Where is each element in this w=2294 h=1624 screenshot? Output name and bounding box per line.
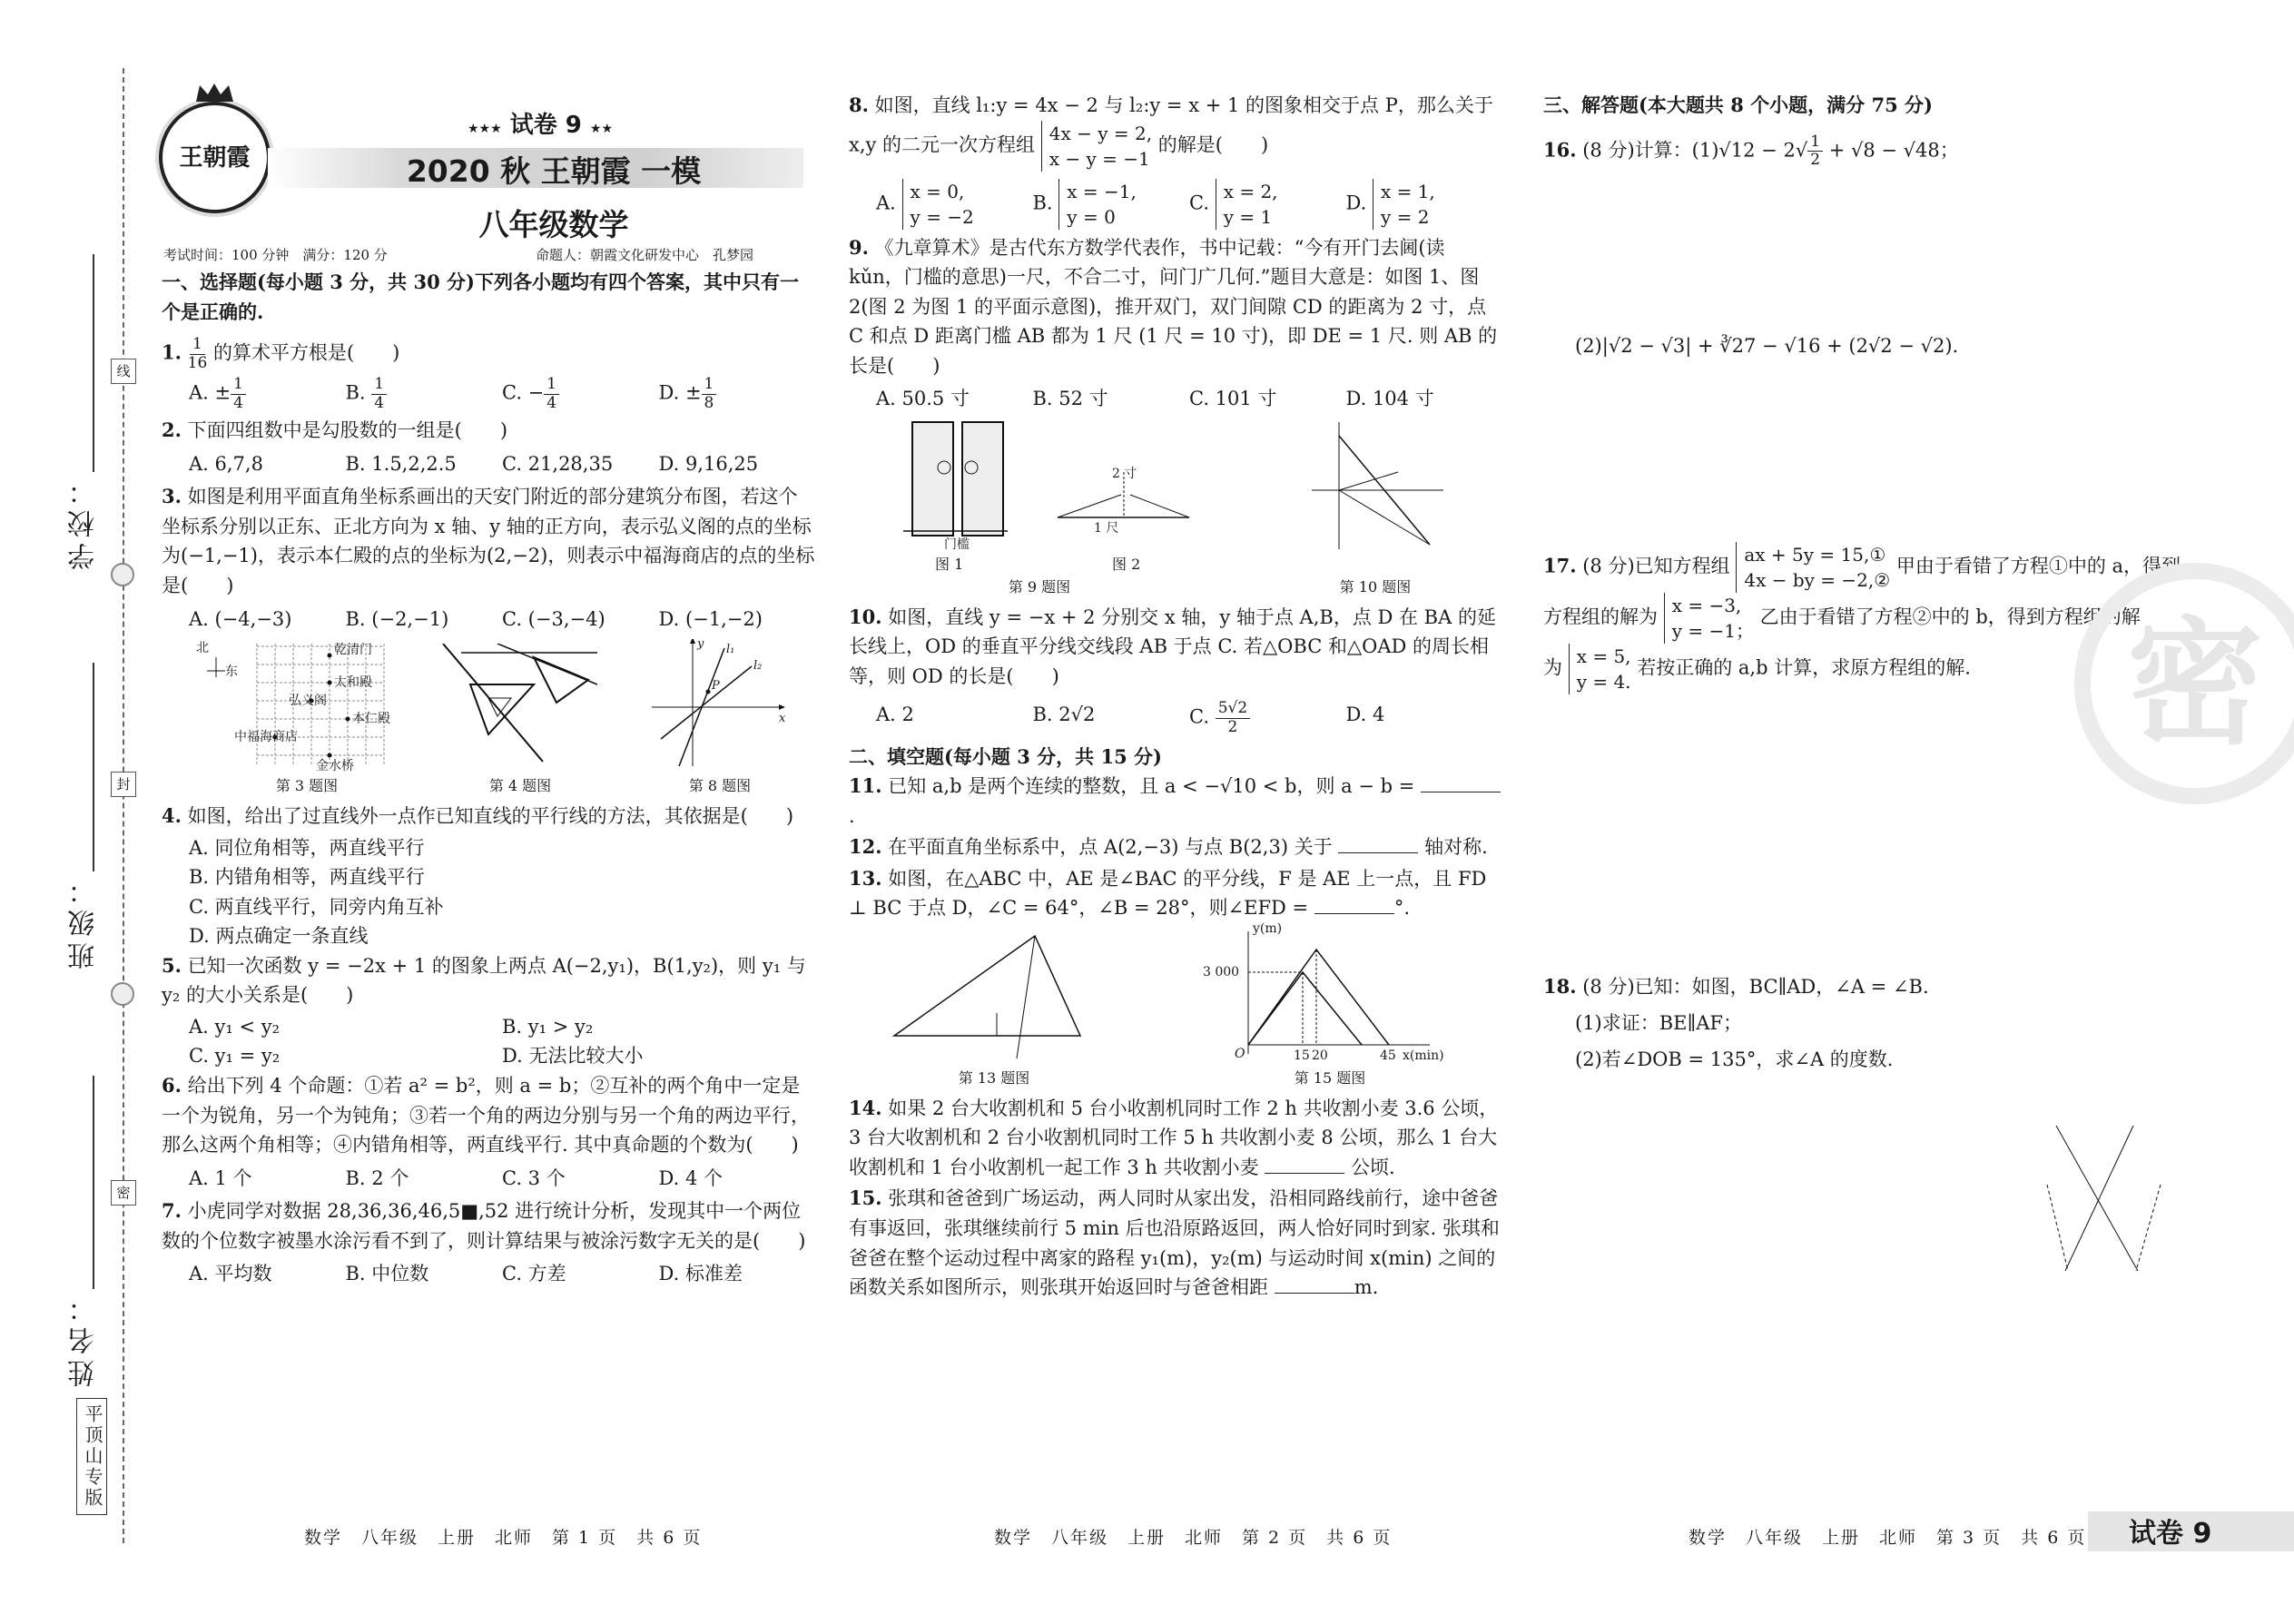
- distance-time-graph: [1212, 927, 1448, 1063]
- fraction: $\frac{1}{16}$: [187, 335, 208, 372]
- answer-blank[interactable]: [1314, 897, 1394, 914]
- option-c[interactable]: C. y₁ = y₂: [189, 1045, 281, 1068]
- option-d[interactable]: D. 104 寸: [1345, 388, 1434, 410]
- column-3: [1543, 91, 2197, 1080]
- figure-13-caption: 第 13 题图: [958, 1068, 1030, 1087]
- figure-4: [434, 644, 615, 795]
- origin-label: O: [1235, 1046, 1245, 1061]
- option-b[interactable]: B. 中位数: [345, 1263, 429, 1285]
- question-14: 14. 如果 2 台大收割机和 5 台小收割机同时工作 2 h 共收割小麦 3.6 公顷，3 台大收割机和 2 台小收割机同时工作 5 h 共收割小麦 8 公顷，那么 1 台大收割机和 1 台小收割机一起工作 3 h 共收割小麦 公顷.: [849, 1096, 1499, 1178]
- option-c[interactable]: C. 方差: [502, 1263, 566, 1285]
- line-graph-diagram: [652, 639, 788, 771]
- option-a[interactable]: A. 1 个: [189, 1166, 252, 1189]
- q6-options: [189, 1164, 815, 1194]
- figures-row-3: [849, 920, 1502, 1090]
- question-12: 12. 在平面直角坐标系中，点 A(2,−3) 与点 B(2,3) 关于 轴对称.: [849, 835, 1488, 859]
- q3-options: [189, 605, 815, 635]
- triangle-diagram: [885, 927, 1112, 1063]
- school-label: 学校：: [68, 472, 100, 570]
- option-a[interactable]: A. ± $\frac{1}{4}$: [189, 376, 346, 412]
- map-label: 乾清门: [334, 643, 372, 658]
- figures-row-2: [849, 418, 1502, 599]
- question-7: 7. 小虎同学对数据 28,36,36,46,5■,52 进行统计分析，发现其中一个两位数的个位数字被墨水涂污看不到了，则计算结果与被涂污数字无关的是( ): [162, 1199, 806, 1252]
- question-4: 4. 如图，给出了过直线外一点作已知直线的平行线的方法，其依据是( ): [162, 804, 794, 828]
- option-d[interactable]: D. 9,16,25: [658, 452, 759, 475]
- axis-x-label: x: [779, 712, 786, 726]
- edition-box: 平顶山专版: [76, 1398, 107, 1515]
- threshold-label: 门槛: [944, 536, 970, 552]
- option-c[interactable]: C. − $\frac{1}{4}$: [502, 376, 659, 412]
- question-10: 10. 如图，直线 y = −x + 2 分别交 x 轴，y 轴于点 A,B，点 D 在 BA 的延长线上，OD 的垂直平分线交线段 AB 于点 C. 若△OBC 和△OAD 的周长相等，则 OD 的长是( ): [849, 605, 1496, 687]
- seal-seal-mark: 封: [111, 772, 136, 797]
- binding-hole-1: [111, 563, 134, 586]
- point-p-label: P: [712, 679, 720, 694]
- option-a[interactable]: A. 6,7,8: [189, 452, 263, 475]
- figure-3: [189, 639, 407, 795]
- option-a[interactable]: A. x = 0, y = −2: [876, 180, 974, 228]
- question-3: 3. 如图是利用平面直角坐标系画出的天安门附近的部分建筑分布图，若这个坐标系分别以正东、正北方向为 x 轴、y 轴的正方向，表示弘义阁的点的坐标为(−1,−1)，表示本仁殿的点的坐标为(2,−2)，则表示中福海商店的点的坐标是( ): [162, 485, 815, 597]
- question-16: 16. (8 分)计算：(1)√12 − 2√ $\frac{1}{2}$ + √8 − √48；: [1543, 132, 1959, 170]
- axis-y-label: y: [697, 637, 704, 652]
- figure-18: [2033, 1117, 2179, 1298]
- option-b[interactable]: B. 1.5,2,2.5: [345, 452, 457, 475]
- parallel-lines-diagram: [2033, 1117, 2179, 1289]
- q5-options: [189, 1012, 815, 1071]
- option-a[interactable]: A. y₁ < y₂: [189, 1015, 281, 1038]
- map-label: 弘义阁: [289, 694, 327, 709]
- q10-options: [876, 700, 1502, 736]
- line-triangle-diagram: [1294, 418, 1457, 554]
- figures-row-1: [162, 639, 815, 798]
- figure-10-caption: 第 10 题图: [1339, 577, 1412, 595]
- east-label: 东: [225, 664, 238, 680]
- question-18: 18. (8 分)已知：如图，BC∥AD，∠A = ∠B. (1)求证：BE∥AF； (2)若∠DOB = 135°，求∠A 的度数.: [1543, 975, 1929, 1070]
- q4-options: [189, 833, 815, 951]
- option-b[interactable]: B. (−2,−1): [345, 607, 449, 630]
- star-icon: ★★: [589, 122, 614, 136]
- tick-label: 3 000: [1203, 964, 1240, 979]
- option-d[interactable]: D. 两点确定一条直线: [189, 925, 369, 948]
- option-b[interactable]: B. $\frac{1}{4}$: [346, 376, 503, 412]
- footer-page-1: 数学 八年级 上册 北师 第 1 页 共 6 页: [304, 1528, 703, 1548]
- page-tag: 试卷 9: [2129, 1518, 2212, 1550]
- option-a[interactable]: A. 同位角相等，两直线平行: [189, 836, 425, 859]
- q9-options: [876, 384, 1502, 414]
- logo-text: 王朝霞: [179, 144, 251, 172]
- axis-y-label: y(m): [1253, 920, 1283, 936]
- option-c[interactable]: C. 3 个: [502, 1166, 566, 1189]
- set-square-diagram: [434, 644, 615, 771]
- answer-blank[interactable]: [1421, 775, 1501, 792]
- option-b[interactable]: B. 2 个: [345, 1166, 409, 1189]
- question-2: 2. 下面四组数中是勾股数的一组是( ): [162, 418, 508, 442]
- tick-label: 45: [1380, 1048, 1396, 1063]
- map-label: 中福海商店: [234, 730, 298, 745]
- one-chi-label: 1 尺: [1094, 520, 1119, 536]
- two-cun-label: 2 寸: [1112, 466, 1137, 481]
- secret-stamp-icon: 密: [2074, 563, 2294, 804]
- figure-4-caption: 第 4 题图: [488, 777, 552, 795]
- footer-page-3: 数学 八年级 上册 北师 第 3 页 共 6 页: [1689, 1528, 2087, 1548]
- option-a[interactable]: A. 2: [876, 704, 914, 726]
- author-info: 命题人：朝霞文化研发中心 孔梦园: [536, 247, 754, 263]
- footer-page-2: 数学 八年级 上册 北师 第 2 页 共 6 页: [994, 1528, 1393, 1548]
- exam-title: 2020 秋 王朝霞 一模: [406, 153, 702, 189]
- option-a[interactable]: A. (−4,−3): [189, 607, 292, 630]
- question-5: 5. 已知一次函数 y = −2x + 1 的图象上两点 A(−2,y₁)，B(1,y₂)，则 y₁ 与 y₂ 的大小关系是( ): [162, 953, 806, 1007]
- question-15: 15. 张琪和爸爸到广场运动，两人同时从家出发，沿相同路线前行，途中爸爸有事返回，张琪继续前行 5 min 后也沿原路返回，两人恰好同时到家. 张琪和爸爸在整个运动过程中离家的路程 y₁(m)，y₂(m) 与运动时间 x(min) 之间的函数关系如图所示，则张琪开始返回时与爸爸相距 m.: [849, 1186, 1500, 1299]
- option-b[interactable]: B. 内错角相等，两直线平行: [189, 866, 425, 889]
- figure-9-caption: 第 9 题图: [1008, 577, 1071, 595]
- name-label: 姓名：: [68, 1289, 100, 1387]
- question-16-part-2: (2)|√2 − √3| + ∛27 − √16 + (2√2 − √2).: [1575, 334, 1959, 357]
- line-l2-label: l₂: [753, 659, 763, 674]
- option-d[interactable]: D. (−1,−2): [658, 607, 763, 630]
- logo-badge: [159, 102, 271, 213]
- option-c[interactable]: C. 两直线平行，同旁内角互补: [189, 895, 444, 918]
- option-c[interactable]: C. (−3,−4): [502, 607, 605, 630]
- class-label: 班级：: [68, 871, 100, 969]
- door-diagram: [849, 418, 1230, 554]
- option-d[interactable]: D. 4: [1345, 704, 1385, 726]
- crown-icon: [194, 82, 235, 103]
- figure-15-caption: 第 15 题图: [1294, 1068, 1366, 1087]
- option-a[interactable]: A. 平均数: [189, 1263, 272, 1285]
- north-label: 北: [196, 641, 209, 656]
- option-b[interactable]: B. x = −1, y = 0: [1032, 180, 1137, 228]
- subject-title: 八年级数学: [478, 207, 629, 242]
- option-b[interactable]: B. 52 寸: [1032, 388, 1108, 410]
- tick-label: 20: [1312, 1048, 1328, 1063]
- figure-10: [1294, 418, 1457, 595]
- option-c[interactable]: C. x = 2, y = 1: [1189, 180, 1278, 228]
- figure-13: [885, 927, 1112, 1087]
- question-1: 1. $\frac{1}{16}$ 的算术平方根是( ): [162, 335, 400, 372]
- q2-options: [189, 449, 815, 479]
- option-c[interactable]: C. 21,28,35: [502, 452, 614, 475]
- option-d[interactable]: D. 4 个: [658, 1166, 723, 1189]
- binding-dashed-line: [123, 68, 124, 1543]
- equation-system: 4x − y = 2, x − y = −1: [1041, 121, 1152, 172]
- figure-8-caption: 第 8 题图: [688, 777, 752, 795]
- column-1: [162, 268, 815, 1293]
- answer-blank[interactable]: [1338, 836, 1418, 853]
- answer-area-16[interactable]: [1543, 360, 2197, 542]
- figure-9-sub-1: 图 1: [935, 555, 964, 573]
- solution-system: x = −3, y = −1；: [1664, 593, 1754, 644]
- tick-label: 15: [1294, 1048, 1310, 1063]
- option-b[interactable]: B. y₁ > y₂: [502, 1015, 594, 1038]
- section-2-heading: 二、填空题(每小题 3 分，共 15 分): [849, 744, 1162, 768]
- q7-options: [189, 1259, 815, 1289]
- answer-blank[interactable]: [1265, 1156, 1344, 1174]
- map-label: 太和殿: [334, 675, 372, 691]
- option-d[interactable]: D. 无法比较大小: [502, 1045, 644, 1068]
- map-label: 本仁殿: [352, 712, 390, 727]
- question-6: 6. 给出下列 4 个命题：①若 a² = b²，则 a = b；②互补的两个角中一定是一个为锐角，另一个为钝角；③若一个角的两边分别与另一个角的两边平行，那么这两个角相等；④内错角相等，两直线平行. 其中真命题的个数为( ): [162, 1074, 810, 1156]
- section-1-heading: 一、选择题(每小题 3 分，共 30 分)下列各小题均有四个答案，其中只有一个是正确的.: [162, 271, 799, 323]
- map-label: 金水桥: [316, 759, 354, 774]
- equation-system: ax + 5y = 15,① 4x − by = −2,②: [1736, 542, 1890, 593]
- star-icon: ★★★: [467, 122, 502, 136]
- figure-3-caption: 第 3 题图: [275, 777, 339, 795]
- option-d[interactable]: D. 标准差: [658, 1263, 743, 1285]
- figure-8: [652, 637, 788, 795]
- axis-x-label: x(min): [1403, 1048, 1444, 1063]
- option-d[interactable]: D. ± $\frac{1}{8}$: [659, 376, 816, 412]
- seal-line-mark: 线: [111, 359, 136, 384]
- option-a[interactable]: A. 50.5 寸: [876, 388, 970, 410]
- binding-hole-2: [111, 982, 134, 1006]
- line-l1-label: l₁: [726, 643, 735, 657]
- name-field[interactable]: [93, 1076, 94, 1289]
- question-9: 9. 《九章算术》是古代东方数学代表作，书中记载：“今有开门去阃(读 kǔn，门槛的意思)一尺，不合二寸，问门广几何.”题目大意是：如图 1、图 2(图 2 为图 1 的平面示意图)，推开双门，双门间隙 CD 的距离为 2 寸，点 C 和点 D 距离门槛 AB 都为 1 尺 (1 尺 = 10 寸)，即 DE = 1 尺. 则 AB 的长是( ): [849, 235, 1498, 377]
- school-field[interactable]: [93, 254, 94, 472]
- figure-9-sub-2: 图 2: [1112, 555, 1141, 573]
- figure-15: [1203, 920, 1448, 1087]
- series-title: ★★★ 试卷 9 ★★: [467, 112, 614, 139]
- section-3-heading: 三、解答题(本大题共 8 个小题，满分 75 分): [1543, 94, 1933, 116]
- option-c[interactable]: C. 101 寸: [1189, 388, 1277, 410]
- seal-secret-mark: 密: [111, 1180, 136, 1206]
- q1-options: [189, 376, 815, 412]
- column-2: [849, 91, 1502, 1304]
- question-13: 13. 如图，在△ABC 中，AE 是∠BAC 的平分线，F 是 AE 上一点，且 FD ⊥ BC 于点 D，∠C = 64°，∠B = 28°，则∠EFD = °.: [849, 866, 1487, 920]
- exam-info: 考试时间：100 分钟 满分：120 分: [163, 247, 388, 263]
- solution-system: x = 5, y = 4.: [1569, 644, 1631, 694]
- question-11: 11. 已知 a,b 是两个连续的整数，且 a < −√10 < b，则 a − b = .: [849, 772, 1502, 831]
- question-8: 8. 如图，直线 l₁:y = 4x − 2 与 l₂:y = x + 1 的图象相交于点 P，那么关于 x,y 的二元一次方程组 4x − y = 2, x − y = −1 的解是( ): [849, 94, 1493, 170]
- option-b[interactable]: B. 2√2: [1032, 704, 1096, 726]
- question-17: 17. (8 分)已知方程组 ax + 5y = 15,① 4x − by = −2,② 甲由于看错了方程①中的 a，得到 方程组的解为 x = −3, y = −1； 乙由于看错了方程②中的 b，得到方程组的解 为 x = 5, y = 4. 若按正确的 a,b 计算，求原方程组的解.: [1543, 544, 2181, 694]
- figure-9: [849, 418, 1230, 595]
- answer-blank[interactable]: [1275, 1276, 1354, 1294]
- class-field[interactable]: [93, 663, 94, 871]
- q8-options: [876, 179, 1502, 230]
- option-d[interactable]: D. x = 1, y = 2: [1345, 180, 1435, 228]
- option-c[interactable]: C. $\frac{5√2}{2}$: [1189, 700, 1346, 736]
